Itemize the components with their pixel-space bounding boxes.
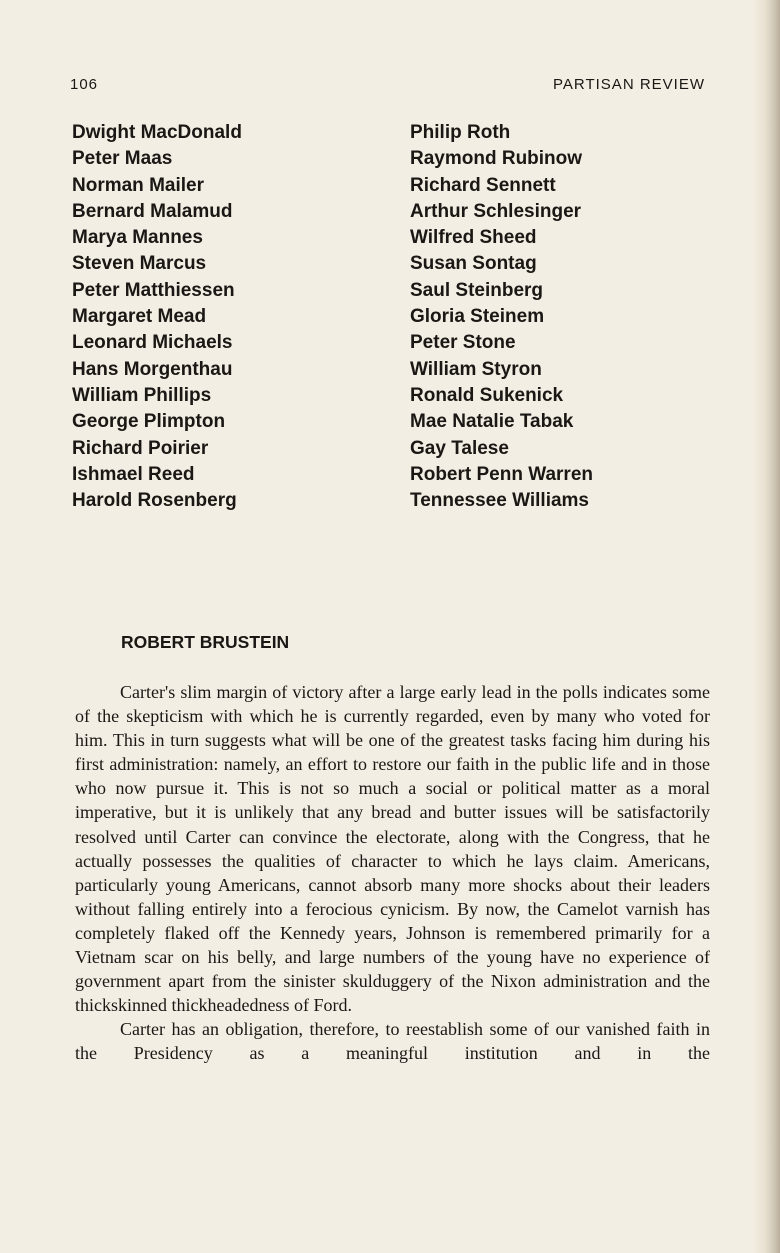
body-paragraph: Carter's slim margin of victory after a large early lead in the polls indicates some of the skepticism with which he is currently regarded, even by many who voted for him. This in turn suggests what will be one of the greatest tasks facing him during his first administration: namely, an effort to restore our faith in the public life and in those who now pursue it. This is not so much a social or political matter as a moral imperative, but it is unlikely that any bread and butter issues will be satisfactorily resolved until Carter can convince the electorate, along with the Congress, that he actually possesses the qualities of character to which he lays claim. Americans, particularly young Americans, cannot absorb many more shocks about their leaders without falling entirely into a ferocious cynicism. By now, the Camelot varnish has completely flaked off the Kennedy years, Johnson is remembered primarily for a Vietnam scar on his belly, and large numbers of the young have no experience of government apart from the sinister skulduggery of the Nixon administration and the thickskinned thickheadedness of Ford.: [75, 682, 710, 1016]
signatory-name: Hans Morgenthau: [72, 358, 233, 380]
signatory-name: Mae Natalie Tabak: [410, 411, 574, 433]
body-paragraph-continued: [75, 1017, 710, 1089]
journal-title: PARTISAN REVIEW: [553, 76, 705, 93]
signatory-name: Leonard Michaels: [72, 332, 233, 354]
signatory-name: Norman Mailer: [72, 174, 204, 196]
essay-body: [75, 680, 710, 1090]
signatory-name: William Styron: [410, 358, 542, 380]
page-edge-shadow: [752, 0, 780, 1253]
signatory-name: Richard Poirier: [72, 437, 209, 459]
signatory-name: Bernard Malamud: [72, 200, 233, 222]
signatory-name: Susan Sontag: [410, 253, 537, 275]
signatory-name: Arthur Schlesinger: [410, 200, 582, 222]
signatory-name: Saul Steinberg: [410, 279, 544, 301]
signatory-name: Marya Mannes: [72, 227, 203, 249]
signatory-name: Tennessee Williams: [410, 490, 589, 512]
body-paragraph-text: Carter has an obligation, therefore, to reestablish some of our vanished faith in the Presidency as a meaningful institution and in the: [75, 1019, 710, 1064]
signatories-right-column: [410, 120, 593, 514]
running-head: [70, 76, 705, 96]
section-heading: ROBERT BRUSTEIN: [121, 632, 290, 652]
signatory-name: Raymond Rubinow: [410, 148, 583, 170]
signatory-name: Ronald Sukenick: [410, 384, 564, 406]
signatory-name: Gloria Steinem: [410, 306, 545, 328]
signatories-left-column: [72, 120, 242, 514]
signatory-name: Philip Roth: [410, 122, 511, 143]
signatory-name: Wilfred Sheed: [410, 227, 537, 249]
signatory-name: George Plimpton: [72, 411, 226, 433]
signatory-name: Richard Sennett: [410, 174, 556, 196]
signatory-name: Peter Matthiessen: [72, 279, 235, 301]
signatory-name: Ishmael Reed: [72, 463, 195, 485]
signatory-name: Robert Penn Warren: [410, 463, 593, 485]
signatory-name: Dwight MacDonald: [72, 122, 242, 143]
signatory-name: William Phillips: [72, 384, 212, 406]
signatory-name: Peter Maas: [72, 148, 173, 170]
page-number: 106: [70, 76, 99, 93]
signatory-name: Gay Talese: [410, 437, 509, 459]
signatory-name: Steven Marcus: [72, 253, 207, 275]
signatory-name: Margaret Mead: [72, 306, 207, 328]
signatory-name: Peter Stone: [410, 332, 516, 354]
signatory-name: Harold Rosenberg: [72, 490, 237, 512]
